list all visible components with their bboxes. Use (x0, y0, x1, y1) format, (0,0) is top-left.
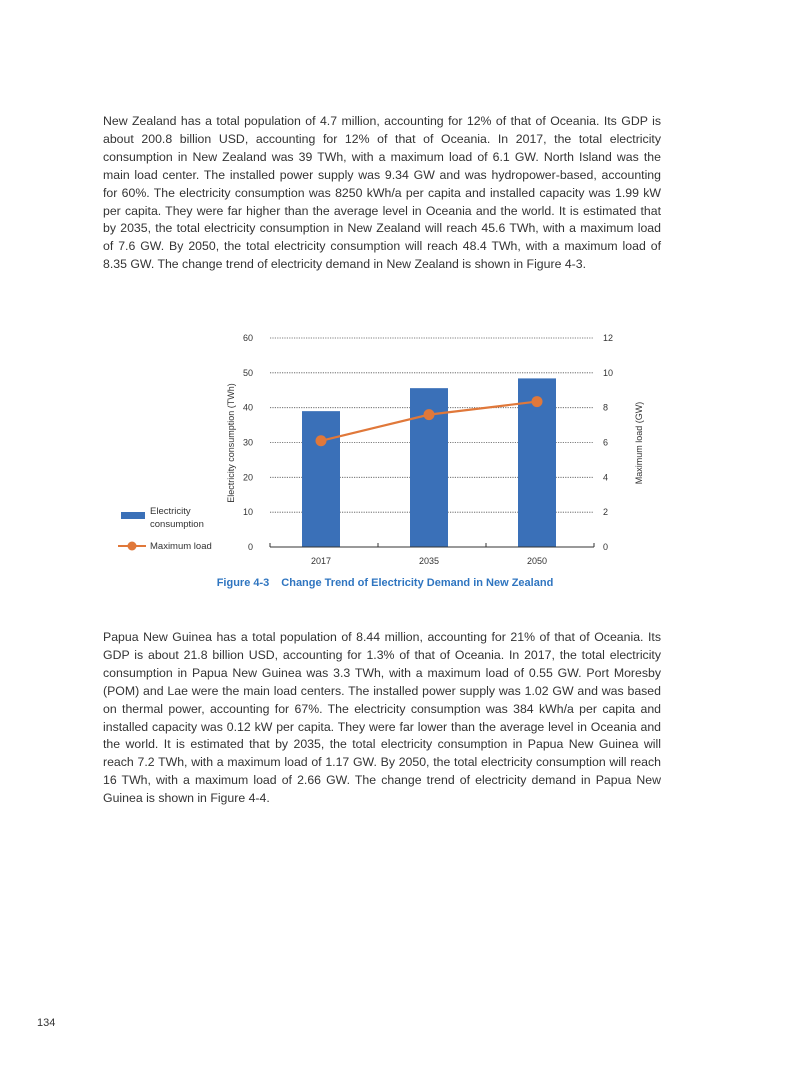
figure-title: Change Trend of Electricity Demand in New Zealand (281, 577, 554, 589)
left-axis-ticks (243, 333, 253, 552)
left-tick-label: 20 (242, 472, 253, 483)
x-tick-label: 2017 (310, 556, 332, 566)
figure-caption (0, 577, 770, 589)
max-load-point-2035 (424, 409, 435, 420)
bar-2017 (302, 411, 340, 547)
paragraph-papua-new-guinea: Papua New Guinea has a total population of 8.44 million, accounting for 21% of that of Oceania. Its GDP is about 21.8 billion USD, accounting for 1.3% of that of Oceania. In 2017, the total electricity consumption in Papua New Guinea was 3.3 TWh, with a maximum load of 0.55 GW. Port Moresby (POM) and Lae were the main load centers. The installed power supply was 1.02 GW and was based on thermal power, accounting for 67%. The electricity consumption was 384 kWh/a per capita and installed capacity was 0.12 kW per capita. They were far lower than the average level in Oceania and the world. It is estimated that by 2035, the total electricity consumption in Papua New Guinea will reach 7.2 TWh, with a maximum load of 1.17 GW. By 2050, the total electricity consumption will reach 16 TWh, with a maximum load of 2.66 GW. The change trend of electricity demand in Papua New Guinea is shown in Figure 4-4. (103, 630, 661, 806)
left-axis-title: Electricity consumption (TWh) (226, 383, 236, 503)
right-tick-label: 12 (603, 333, 614, 343)
left-tick-label: 50 (242, 367, 253, 378)
x-axis-ticks (311, 556, 547, 566)
left-tick-label: 40 (242, 402, 253, 413)
legend-swatch-consumption (121, 512, 145, 519)
left-tick-label: 10 (242, 507, 253, 518)
right-axis-title: Maximum load (GW) (634, 401, 644, 485)
right-tick-label: 4 (603, 472, 609, 483)
legend-label-load: Maximum load (150, 541, 212, 552)
right-tick-label: 2 (603, 507, 609, 518)
right-tick-label: 6 (603, 437, 609, 448)
max-load-point-2017 (316, 435, 327, 446)
x-tick-label: 2035 (418, 556, 440, 566)
left-tick-label: 0 (247, 542, 253, 552)
right-tick-label: 10 (603, 367, 614, 378)
right-axis-ticks (603, 333, 613, 552)
left-tick-label: 30 (242, 437, 253, 448)
x-tick-label: 2050 (526, 556, 548, 566)
left-tick-label: 60 (242, 333, 253, 343)
legend-label-consumption-line2: consumption (150, 519, 204, 530)
figure-number: Figure 4-3 (216, 577, 270, 589)
max-load-point-2050 (532, 396, 543, 407)
legend (118, 506, 212, 552)
page-number: 134 (37, 1017, 56, 1029)
legend-label-consumption-line1: Electricity (150, 506, 191, 517)
right-tick-label: 0 (603, 542, 609, 552)
right-tick-label: 8 (603, 402, 609, 413)
legend-swatch-load-marker (128, 542, 137, 551)
paragraph-new-zealand: New Zealand has a total population of 4.7 million, accounting for 12% of that of Oceania. Its GDP is about 200.8 billion USD, accounting for 12% of that of Oceania. In 2017, the total electricity consumption in New Zealand was 39 TWh, with a maximum load of 6.1 GW. North Island was the main load center. The installed power supply was 9.34 GW and was hydropower-based, accounting for 60%. The electricity consumption was 8250 kWh/a per capita and installed capacity was 1.99 kW per capita. They were far higher than the average level in Oceania and the world. It is estimated that by 2035, the total electricity consumption in New Zealand will reach 45.6 TWh, with a maximum load of 7.6 GW. By 2050, the total electricity consumption will reach 48.4 TWh, with a maximum load of 8.35 GW. The change trend of electricity demand in New Zealand is shown in Figure 4-3. (103, 114, 661, 272)
